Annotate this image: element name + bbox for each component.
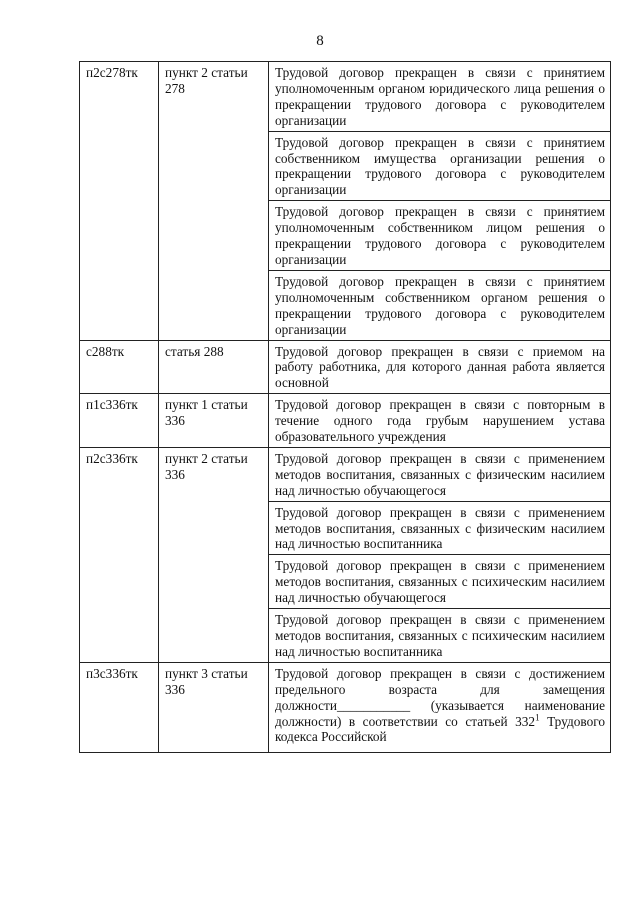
description-cell — [269, 662, 611, 752]
article-cell: пункт 1 статьи 336 — [159, 394, 269, 448]
description-cell: Трудовой договор прекращен в связи с применением методов воспитания, связанных с физическим насилием над личностью обучающегося — [269, 447, 611, 501]
code-cell: п1с336тк — [80, 394, 159, 448]
description-text-end: Трудового кодекса Российской — [275, 713, 605, 745]
description-cell: Трудовой договор прекращен в связи с применением методов воспитания, связанных с психическим насилием над личностью обучающегося — [269, 555, 611, 609]
description-text-middle: (указывается наименование должности) в соответствии со статьей 332 — [275, 697, 605, 729]
code-cell: с288тк — [80, 340, 159, 394]
description-cell: Трудовой договор прекращен в связи с приемом на работу работника, для которого данная работа является основной — [269, 340, 611, 394]
description-text-start: Трудовой договор прекращен в связи с достижением предельного возраста для замещения должности — [275, 665, 605, 713]
description-cell: Трудовой договор прекращен в связи с принятием уполномоченным собственником лицом решения о прекращении трудового договора с руководителем организации — [269, 201, 611, 271]
table-row — [80, 340, 611, 394]
table-row — [80, 447, 611, 501]
footnote-superscript: 1 — [535, 712, 540, 723]
article-cell: пункт 2 статьи 336 — [159, 447, 269, 662]
description-cell: Трудовой договор прекращен в связи с применением методов воспитания, связанных с психическим насилием над личностью воспитанника — [269, 609, 611, 663]
description-cell: Трудовой договор прекращен в связи с принятием собственником имущества организации решения о прекращении трудового договора с руководителем организации — [269, 131, 611, 201]
description-cell: Трудовой договор прекращен в связи с повторным в течение одного года грубым нарушением устава образовательного учреждения — [269, 394, 611, 448]
description-cell: Трудовой договор прекращен в связи с принятием уполномоченным органом юридического лица решения о прекращении трудового договора с руководителем организации — [269, 62, 611, 132]
table-row — [80, 62, 611, 132]
article-cell: статья 288 — [159, 340, 269, 394]
table-row — [80, 662, 611, 752]
code-cell: п2с336тк — [80, 447, 159, 662]
table-row — [80, 394, 611, 448]
position-blank: ___________ — [337, 697, 411, 713]
termination-codes-table — [79, 61, 611, 753]
article-cell: пункт 2 статьи 278 — [159, 62, 269, 341]
page-number: 8 — [316, 33, 324, 49]
code-cell: п2с278тк — [80, 62, 159, 341]
description-cell: Трудовой договор прекращен в связи с принятием уполномоченным собственником органом решения о прекращении трудового договора с руководителем организации — [269, 270, 611, 340]
code-cell: п3с336тк — [80, 662, 159, 752]
description-cell: Трудовой договор прекращен в связи с применением методов воспитания, связанных с физическим насилием над личностью воспитанника — [269, 501, 611, 555]
article-cell: пункт 3 статьи 336 — [159, 662, 269, 752]
